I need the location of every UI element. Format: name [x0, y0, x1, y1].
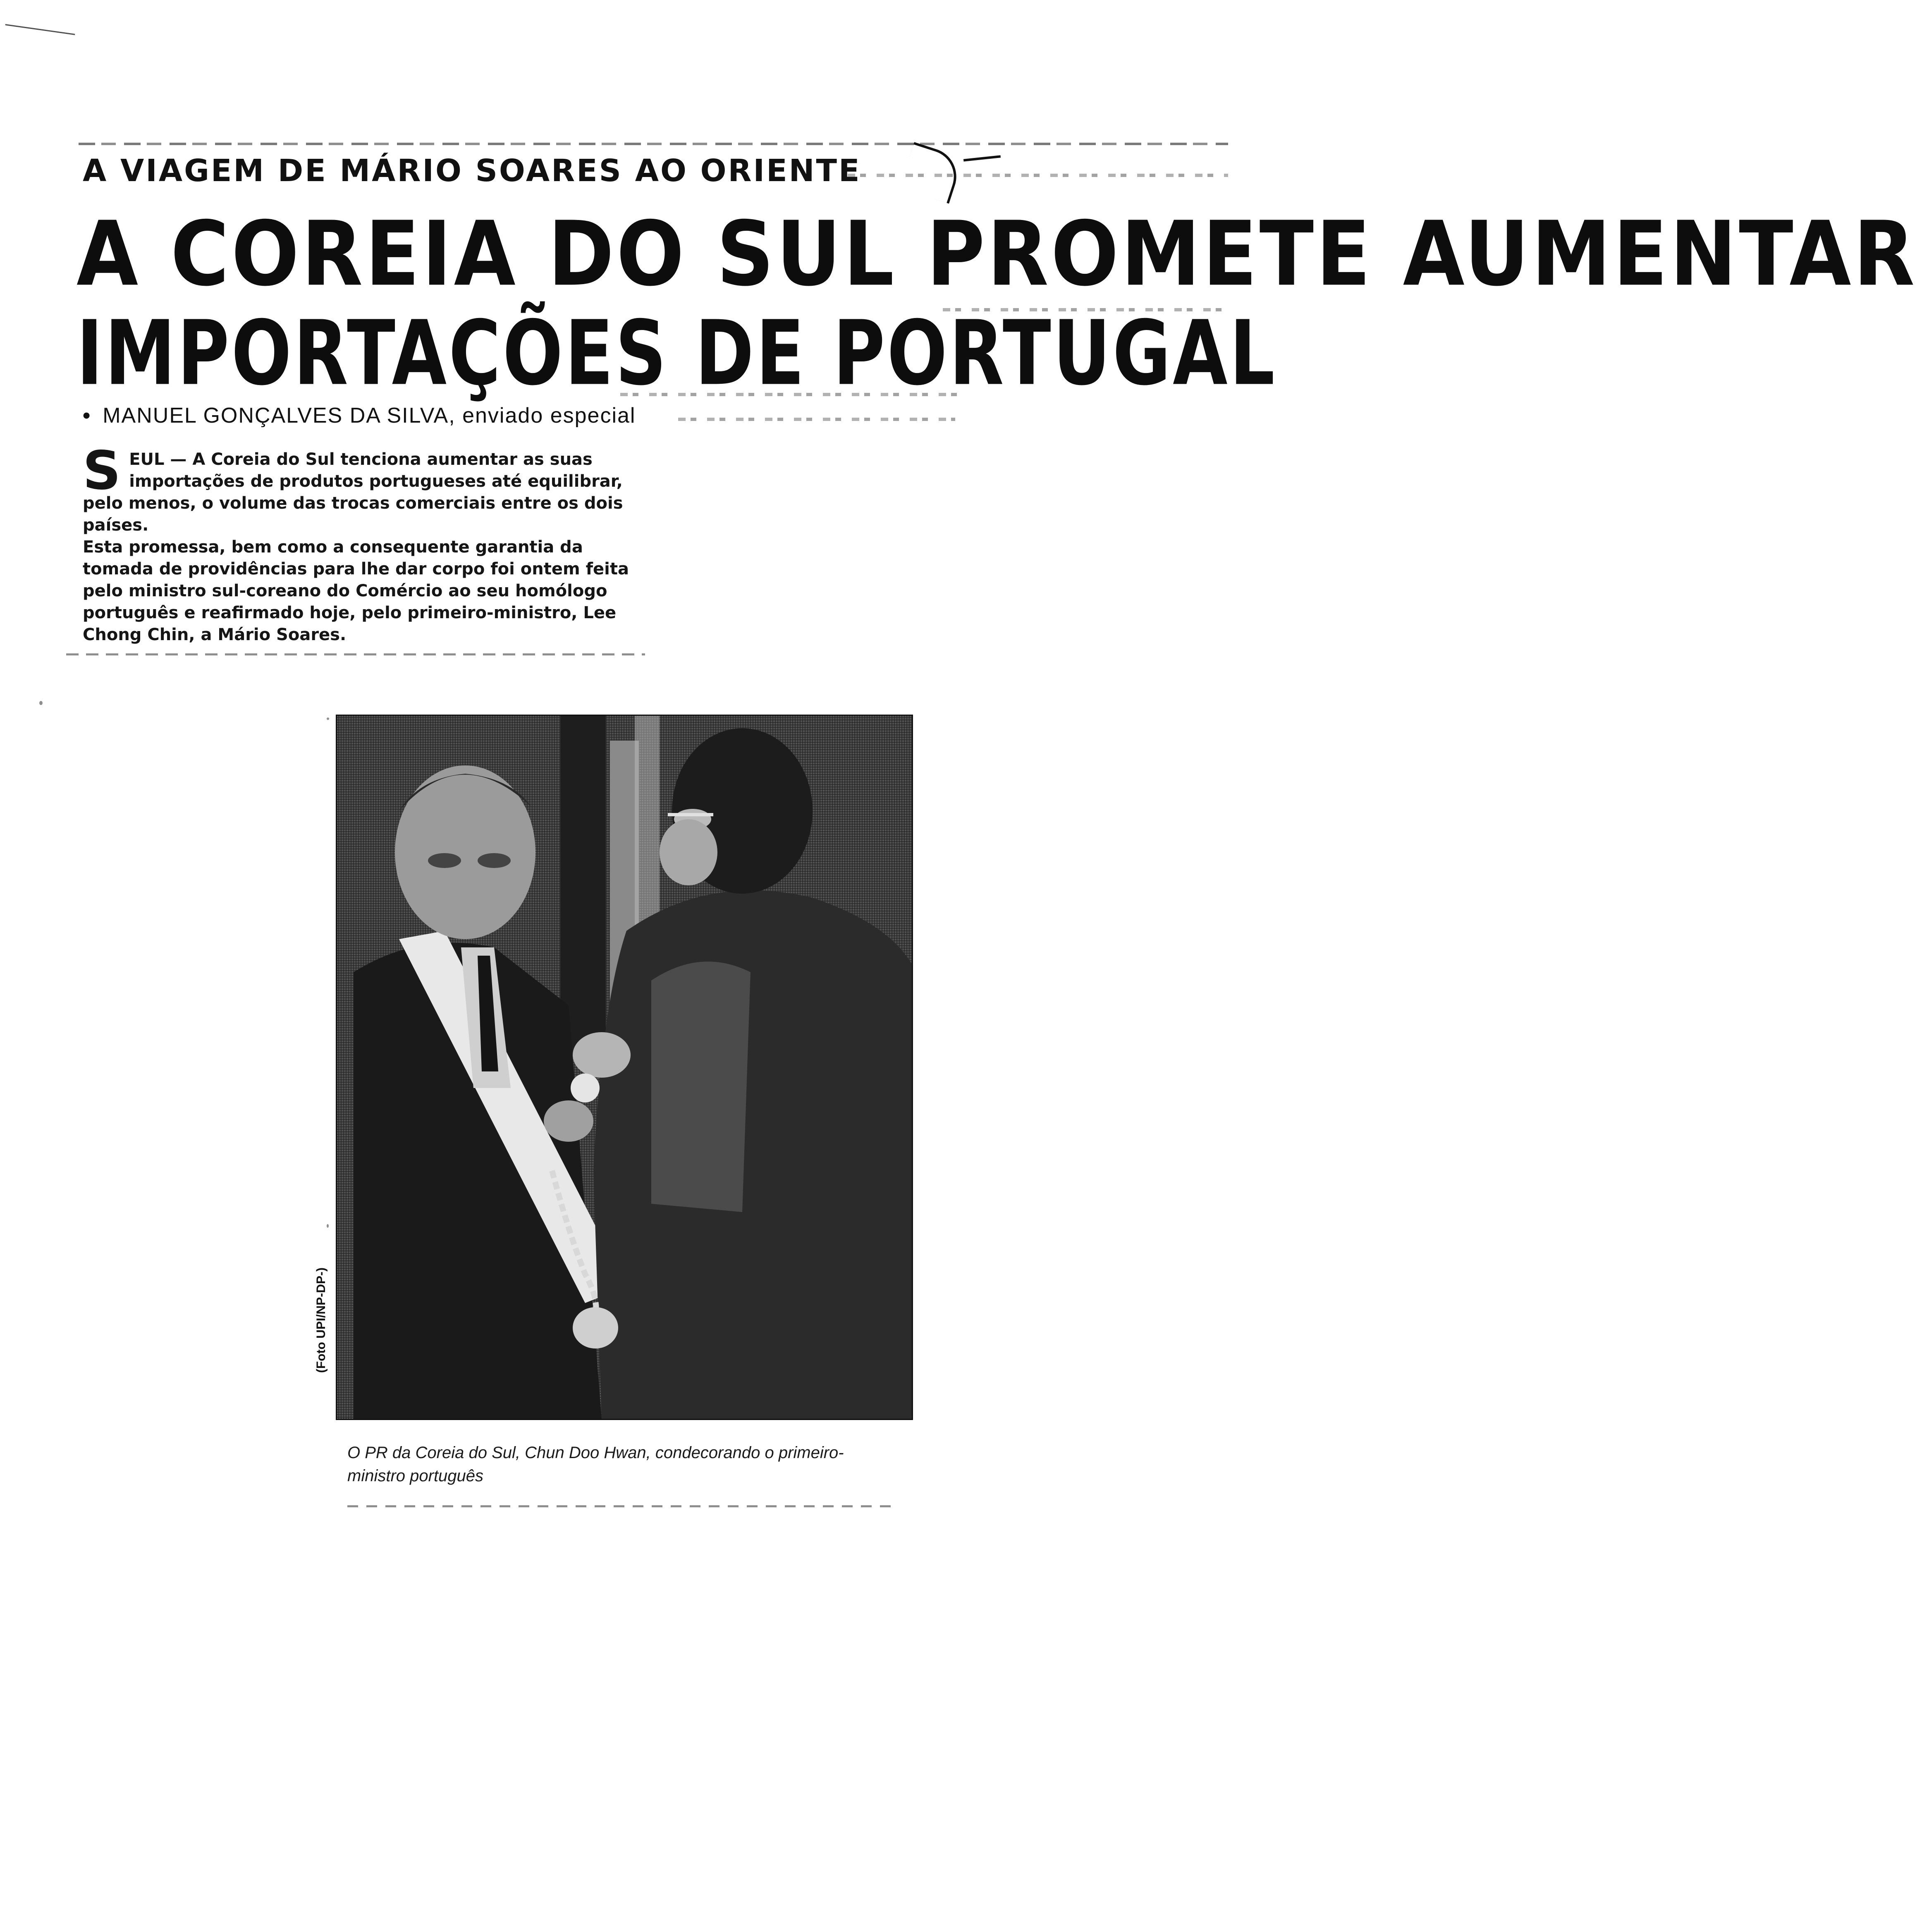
photo-caption: O PR da Coreia do Sul, Chun Doo Hwan, condecorando o primeiro-ministro português: [347, 1444, 844, 1485]
handwritten-mark: [899, 142, 964, 203]
headline-line-2: IMPORTAÇÕES DE PORTUGAL: [76, 302, 1277, 405]
scan-speck: [327, 1224, 329, 1228]
drop-cap: S: [83, 440, 121, 502]
kicker-line: A VIAGEM DE MÁRIO SOARES AO ORIENTE: [83, 153, 861, 189]
paragraph-text: EUL — A Coreia do Sul tenciona aumentar as suas importações de produtos portugueses até equilibrar, pelo menos, o volume das trocas comerciais entre os dois países.: [83, 450, 623, 535]
article-body: [83, 440, 645, 646]
photo-credit: (Foto UPI/NP-DP-): [314, 1267, 328, 1373]
handwritten-mark: [963, 155, 1001, 161]
news-photo: [336, 715, 913, 1420]
byline-bullet: •: [83, 404, 91, 428]
byline: [83, 403, 636, 428]
photo-illustration: [337, 716, 912, 1419]
scan-speck: [39, 701, 43, 705]
caption-bottom-rule: [347, 1505, 893, 1507]
paragraph: [83, 440, 645, 536]
paragraph: Esta promessa, bem como a consequente garantia da tomada de providências para lhe dar corpo foi ontem feita pelo ministro sul-coreano do Comércio ao seu homólogo português e reafirmado hoje, pelo primeiro-ministro, Lee Chong Chin, a Mário Soares.: [83, 538, 629, 644]
kicker-top-rule: [79, 143, 1228, 145]
corner-pen-mark: [5, 24, 75, 35]
body-bottom-rule: [66, 653, 645, 655]
scan-noise: [848, 174, 1228, 177]
scan-noise: [620, 393, 959, 396]
scan-speck: [327, 717, 329, 720]
headline-line-1: A COREIA DO SUL PROMETE AUMENTAR: [76, 203, 1917, 306]
scan-noise: [678, 418, 955, 421]
byline-text: MANUEL GONÇALVES DA SILVA, enviado especial: [103, 404, 636, 428]
